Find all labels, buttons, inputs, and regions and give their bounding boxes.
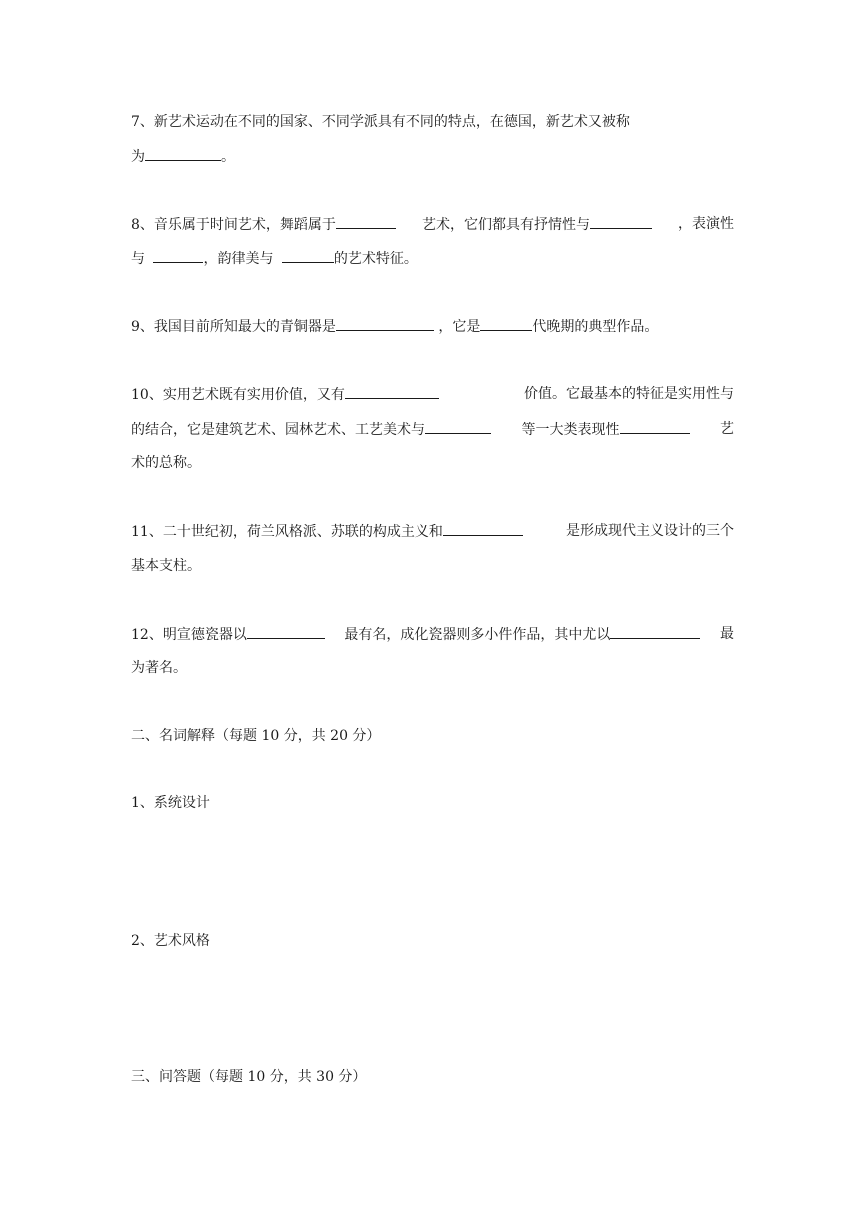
- question-12-text-c: 最: [719, 626, 734, 642]
- question-9-line-1: [131, 315, 734, 337]
- question-10-blank-2[interactable]: [425, 418, 491, 434]
- question-8-text-a: 8、音乐属于时间艺术，舞蹈属于: [131, 213, 396, 235]
- question-11-text-a: 11、二十世纪初，荷兰风格派、苏联的构成主义和: [131, 520, 523, 542]
- question-12-line-2: [131, 657, 734, 679]
- question-7-line-2: [131, 145, 734, 167]
- question-9-blank-1[interactable]: [336, 315, 434, 331]
- question-9-text-c: 代晚期的典型作品。: [532, 319, 659, 335]
- question-10-line-3: [131, 452, 734, 474]
- question-7-blank[interactable]: [145, 145, 221, 161]
- question-8-blank-3[interactable]: [153, 247, 203, 263]
- question-12-blank-2[interactable]: [610, 623, 700, 639]
- section-2-item-1: 1、系统设计: [131, 795, 210, 811]
- question-10-line-1: [131, 383, 734, 405]
- question-9-text-a: 9、我国目前所知最大的青铜器是: [131, 319, 336, 335]
- question-8-text-d: 与: [131, 251, 145, 267]
- question-10-text-c: 的结合，它是建筑艺术、园林艺术、工艺美术与: [131, 418, 491, 440]
- question-7-text-prefix: 为: [131, 149, 145, 165]
- question-8-text-f: 的艺术特征。: [333, 251, 418, 267]
- question-8-text-b: 艺术，它们都具有抒情性与: [422, 213, 652, 235]
- question-7-line-1: [131, 111, 734, 133]
- question-8-blank-2[interactable]: [590, 213, 652, 229]
- question-10-blank-1[interactable]: [345, 383, 439, 399]
- question-7-text-suffix: 。: [221, 149, 235, 165]
- question-11-text-c: 基本支柱。: [131, 558, 201, 574]
- question-12-text-a: 12、明宣德瓷器以: [131, 623, 325, 645]
- section-2-heading: 二、名词解释（每题 10 分，共 20 分）: [131, 728, 381, 744]
- question-10-blank-3[interactable]: [620, 418, 690, 434]
- question-11-blank-1[interactable]: [443, 520, 523, 536]
- question-12-text-d: 为著名。: [131, 660, 187, 676]
- question-7-text: 7、新艺术运动在不同的国家、不同学派具有不同的特点，在德国，新艺术又被称: [131, 114, 630, 130]
- question-8-blank-4[interactable]: [282, 247, 334, 263]
- question-8-line-1: [131, 213, 734, 235]
- question-10-text-f: 术的总称。: [131, 455, 201, 471]
- section-2-item-2: 2、艺术风格: [131, 933, 210, 949]
- question-9-blank-2[interactable]: [480, 315, 532, 331]
- question-8-line-2: [131, 247, 734, 269]
- question-11-line-1: [131, 520, 734, 542]
- question-8-blank-1[interactable]: [336, 213, 396, 229]
- question-8-text-e: ，韵律美与: [203, 251, 274, 267]
- section-3-heading: 三、问答题（每题 10 分，共 30 分）: [131, 1069, 367, 1085]
- question-11-text-b: 是形成现代主义设计的三个: [566, 523, 734, 539]
- question-10-text-d: 等一大类表现性: [522, 418, 690, 440]
- question-8-text-c: ，表演性: [677, 216, 734, 232]
- question-12-line-1: [131, 623, 734, 645]
- question-12-blank-1[interactable]: [247, 623, 325, 639]
- question-11-line-2: [131, 555, 734, 577]
- question-12-text-b: 最有名，成化瓷器则多小件作品，其中尤以: [344, 623, 700, 645]
- question-10-text-a: 10、实用艺术既有实用价值，又有: [131, 383, 439, 405]
- question-10-line-2: [131, 418, 734, 440]
- question-10-text-e: 艺: [720, 421, 734, 437]
- question-10-text-b: 价值。它最基本的特征是实用性与: [524, 386, 734, 402]
- question-9-text-b: ，它是: [438, 319, 481, 335]
